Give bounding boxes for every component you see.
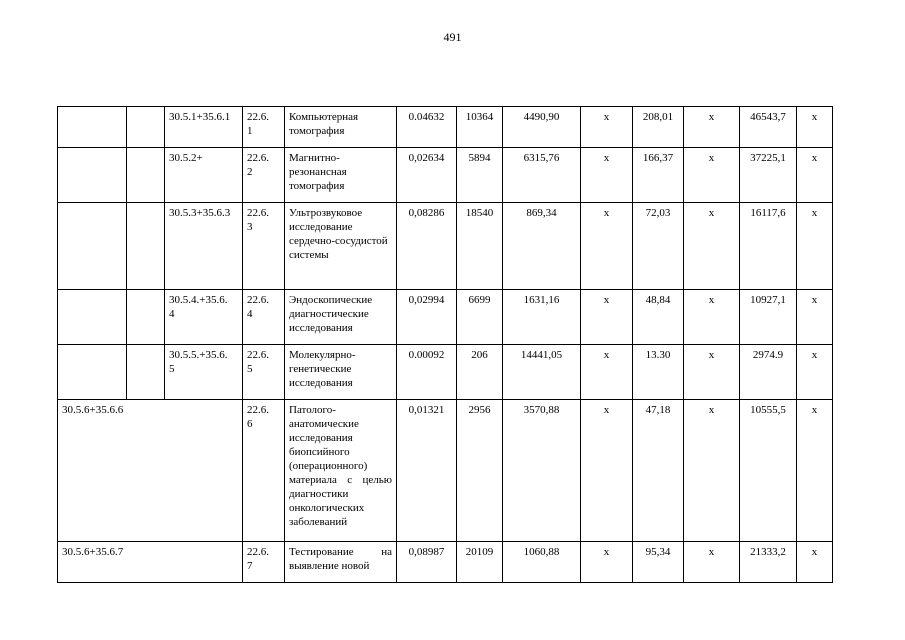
cell-v1: 0.04632	[397, 107, 457, 148]
cell-desc: Тестирование на выявление новой	[285, 542, 397, 583]
cell-x3: х	[797, 203, 833, 290]
cell-desc: Ультрозвуковое исследование сердечно-сосудистой системы	[285, 203, 397, 290]
cell-c2	[127, 148, 165, 203]
cell-v5: 21333,2	[740, 542, 797, 583]
cell-c1	[58, 107, 127, 148]
cell-v4: 208,01	[633, 107, 684, 148]
cell-v4: 13.30	[633, 345, 684, 400]
cell-code: 30.5.5.+35.6. 5	[165, 345, 243, 400]
table-row	[58, 290, 833, 345]
cell-c1	[58, 290, 127, 345]
cell-v5: 10555,5	[740, 400, 797, 542]
cell-v5: 16117,6	[740, 203, 797, 290]
cell-v5: 2974.9	[740, 345, 797, 400]
cell-desc: Компьютерная томография	[285, 107, 397, 148]
cell-v3: 4490,90	[503, 107, 581, 148]
cell-v4: 72,03	[633, 203, 684, 290]
cell-code: 30.5.1+35.6.1	[165, 107, 243, 148]
cell-x1: х	[581, 400, 633, 542]
cell-x2: х	[684, 290, 740, 345]
cell-c1	[58, 148, 127, 203]
cell-x1: х	[581, 542, 633, 583]
table-row	[58, 542, 833, 583]
cell-v1: 0,02634	[397, 148, 457, 203]
cell-c1	[58, 203, 127, 290]
cell-v2: 18540	[457, 203, 503, 290]
cell-c2	[127, 290, 165, 345]
cell-c2	[127, 203, 165, 290]
cell-v5: 46543,7	[740, 107, 797, 148]
cell-x1: х	[581, 290, 633, 345]
cell-v4: 48,84	[633, 290, 684, 345]
cell-x3: х	[797, 107, 833, 148]
cell-desc: Магнитно-резонансная томография	[285, 148, 397, 203]
cell-v4: 166,37	[633, 148, 684, 203]
page-number: 491	[443, 30, 462, 44]
cell-v2: 206	[457, 345, 503, 400]
cell-ref: 22.6. 2	[243, 148, 285, 203]
cell-v3: 869,34	[503, 203, 581, 290]
table-row	[58, 107, 833, 148]
cell-x1: х	[581, 148, 633, 203]
cell-v2: 20109	[457, 542, 503, 583]
cell-v3: 1631,16	[503, 290, 581, 345]
cell-code: 30.5.2+	[165, 148, 243, 203]
cell-x3: х	[797, 148, 833, 203]
cell-x2: х	[684, 542, 740, 583]
cell-x2: х	[684, 107, 740, 148]
cell-v4: 95,34	[633, 542, 684, 583]
cell-v2: 2956	[457, 400, 503, 542]
cell-desc: Патолого-анатомические исследования биопсийного (операционного) материала с целью диагностики онкологических заболеваний	[285, 400, 397, 542]
cell-c2	[127, 107, 165, 148]
cell-ref: 22.6. 5	[243, 345, 285, 400]
cell-x1: х	[581, 203, 633, 290]
cell-x1: х	[581, 107, 633, 148]
cell-v3: 6315,76	[503, 148, 581, 203]
cell-v1: 0,01321	[397, 400, 457, 542]
cell-c2	[127, 345, 165, 400]
cell-ref: 22.6. 6	[243, 400, 285, 542]
cell-x2: х	[684, 148, 740, 203]
cell-v4: 47,18	[633, 400, 684, 542]
cell-ref: 22.6. 1	[243, 107, 285, 148]
cell-v1: 0.00092	[397, 345, 457, 400]
table-row	[58, 148, 833, 203]
table-row	[58, 203, 833, 290]
table-row	[58, 400, 833, 542]
cell-x2: х	[684, 345, 740, 400]
cell-code: 30.5.6+35.6.6	[58, 400, 243, 542]
cell-x1: х	[581, 345, 633, 400]
cell-v3: 1060,88	[503, 542, 581, 583]
cell-x3: х	[797, 345, 833, 400]
cell-v3: 3570,88	[503, 400, 581, 542]
table-row	[58, 345, 833, 400]
tariff-table	[57, 106, 833, 583]
cell-code: 30.5.6+35.6.7	[58, 542, 243, 583]
cell-ref: 22.6. 7	[243, 542, 285, 583]
cell-x3: х	[797, 290, 833, 345]
cell-x2: х	[684, 203, 740, 290]
cell-v2: 10364	[457, 107, 503, 148]
cell-desc: Эндоскопические диагностические исследования	[285, 290, 397, 345]
cell-x3: х	[797, 542, 833, 583]
cell-x2: х	[684, 400, 740, 542]
cell-code: 30.5.3+35.6.3	[165, 203, 243, 290]
cell-code: 30.5.4.+35.6. 4	[165, 290, 243, 345]
cell-x3: х	[797, 400, 833, 542]
cell-v1: 0,08987	[397, 542, 457, 583]
cell-v5: 37225,1	[740, 148, 797, 203]
cell-v2: 5894	[457, 148, 503, 203]
cell-v3: 14441,05	[503, 345, 581, 400]
cell-v2: 6699	[457, 290, 503, 345]
cell-v1: 0,02994	[397, 290, 457, 345]
cell-desc: Молекулярно-генетические исследования	[285, 345, 397, 400]
cell-ref: 22.6. 3	[243, 203, 285, 290]
cell-c1	[58, 345, 127, 400]
cell-ref: 22.6. 4	[243, 290, 285, 345]
cell-v1: 0,08286	[397, 203, 457, 290]
cell-v5: 10927,1	[740, 290, 797, 345]
